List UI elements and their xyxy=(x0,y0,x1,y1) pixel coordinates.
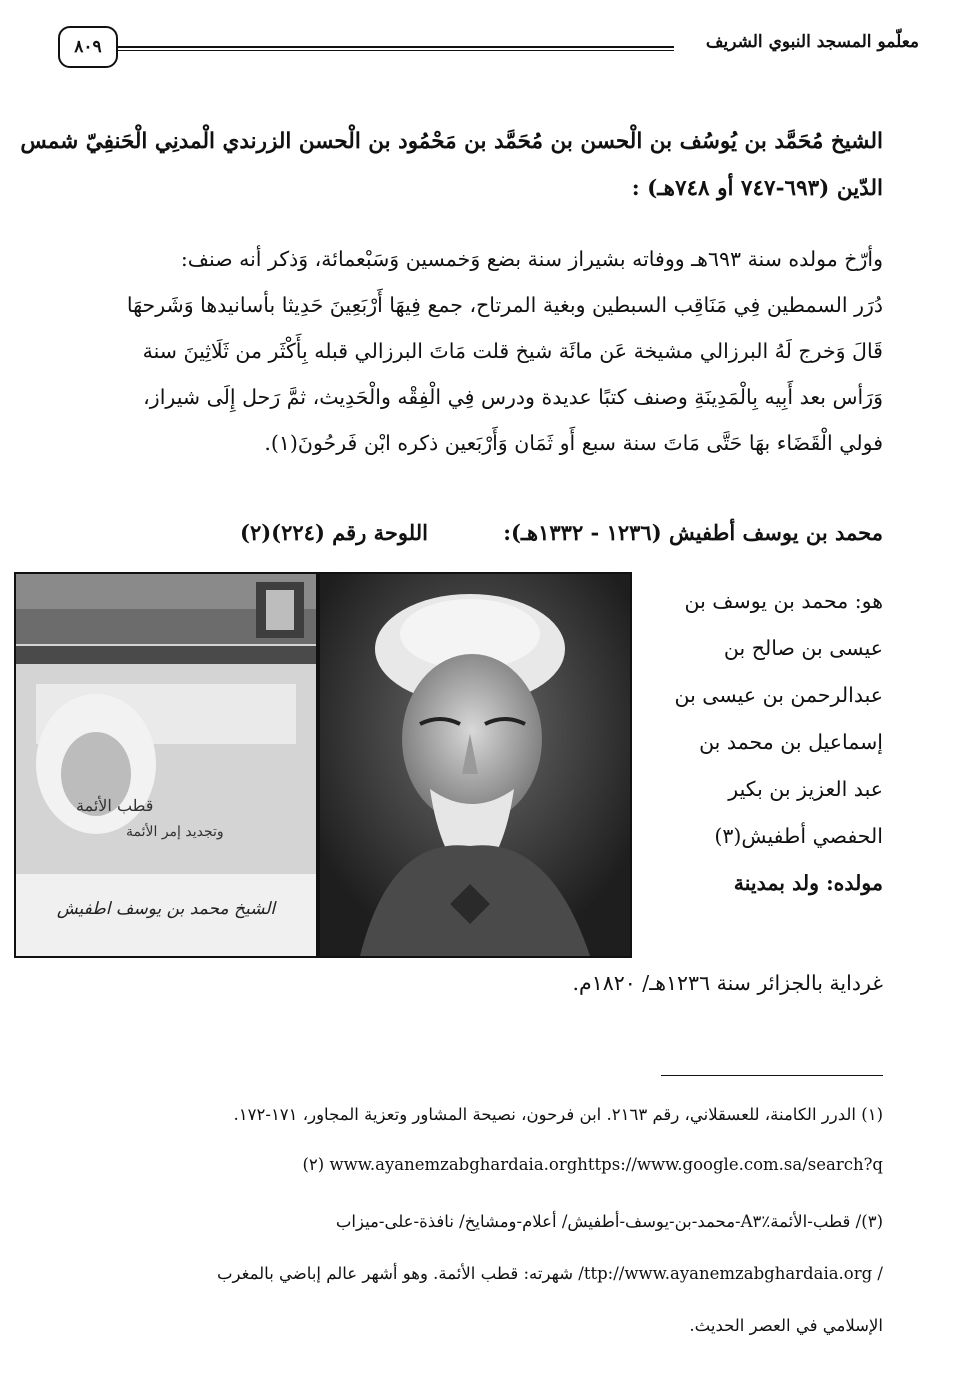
bio-line: الحفصي أطفيش(٣) xyxy=(714,824,883,848)
poster-caption-mid: وتجديد إمر الأئمة xyxy=(126,824,224,840)
bio-line: عبد العزيز بن بكير xyxy=(728,777,883,801)
entry1-heading-line2: الدّين (٦٩٣-٧٤٧ أو ٧٤٨هـ) : xyxy=(631,176,883,201)
portrait-photo xyxy=(318,572,632,958)
bio-line: عبدالرحمن بن عيسى بن xyxy=(674,683,883,707)
bio-line: مولده: ولد بمدينة xyxy=(733,871,883,895)
bio-line: هو: محمد بن يوسف بن xyxy=(684,589,883,613)
footnote-rule xyxy=(661,1075,883,1076)
page-number: ٨٠٩ xyxy=(58,26,118,68)
portrait-illustration xyxy=(320,574,630,956)
footnote-3-cont: / ttp://www.ayanemzabghardaia.org/ شهرته: قطب الأئمة. وهو أشهر عالم إباضي بالمغرب xyxy=(217,1264,883,1283)
entry1-heading xyxy=(20,118,883,212)
page-header xyxy=(58,26,919,66)
entry2-title: محمد بن يوسف أطفيش (١٢٣٦ - ١٣٣٢هـ): xyxy=(503,520,883,545)
footnote-2: www.ayanemzabghardaia.orghttps://www.google.com.sa/search?q (٢) xyxy=(302,1155,883,1174)
entry2-bio xyxy=(618,578,883,907)
entry1-body xyxy=(64,236,883,466)
entry1-line: وَرَأس بعد أَبِيه بِالْمَدِينَةِ وصنف كتبًا عديدة ودرس فِي الْفِقْه والْحَدِيث، ثمَّ رَحل إِلَى شيراز، xyxy=(143,385,883,409)
footnote-3: (٣)/ قطب-الأئمة٪A٣-محمد-بن-يوسف-أطفيش/ أعلام-ومشايخ/ نافذة-على-ميزاب xyxy=(335,1212,883,1231)
entry2-tail: غرداية بالجزائر سنة ١٢٣٦هـ/ ١٨٢٠م. xyxy=(572,971,883,995)
plate-reference: اللوحة رقم (٢٢٤)(٢) xyxy=(240,520,428,545)
entry1-line: دُرَر السمطين فِي مَنَاقِب السبطين وبغية المرتاح، جمع فِيهَا أَرْبَعِينَ حَدِيثا بأسانيدها وَشَرحهَا xyxy=(126,293,883,317)
bio-line: عيسى بن صالح بن xyxy=(723,636,883,660)
entry1-heading-line1: الشيخ مُحَمَّد بن يُوسُف بن الْحسن بن مُحَمَّد بن مَحْمُود بن الْحسن الزرندي الْمدنِي الْحَنفِيّ شمس xyxy=(20,129,883,154)
footnote-1: (١) الدرر الكامنة، للعسقلاني، رقم ٢١٦٣. ابن فرحون، نصيحة المشاور وتعزية المجاور، ١٧١-١٧٢. xyxy=(233,1105,883,1124)
poster-caption-top: قطب الأئمة xyxy=(76,796,154,815)
entry2-heading xyxy=(240,520,883,545)
header-rule xyxy=(118,46,674,51)
entry1-line: وأرّخ مولده سنة ٦٩٣هـ ووفاته بشيراز سنة بضع وَخمسين وَسَبْعمائة، وَذكر أنه صنف: xyxy=(180,247,883,271)
bio-line: إسماعيل بن محمد بن xyxy=(699,730,883,754)
entry1-line: فولي الْقَضَاء بهَا حَتَّى مَاتَ سنة سبع أَو ثَمَان وَأَرْبَعين ذكره ابْن فَرحُونَ(١). xyxy=(264,431,883,455)
entry1-line: قَالَ وَخرج لَهُ البرزالي مشيخة عَن مائَة شيخ قلت مَاتَ البرزالي قبله بِأَكْثَر من ثَلَاثِينَ سنة xyxy=(142,339,883,363)
commemorative-poster xyxy=(14,572,318,958)
running-title: معلّمو المسجد النبوي الشريف xyxy=(705,32,919,52)
footnote-3-end: الإسلامي في العصر الحديث. xyxy=(689,1316,883,1335)
poster-signature: الشيخ محمد بن يوسف اطفيش xyxy=(56,899,276,919)
